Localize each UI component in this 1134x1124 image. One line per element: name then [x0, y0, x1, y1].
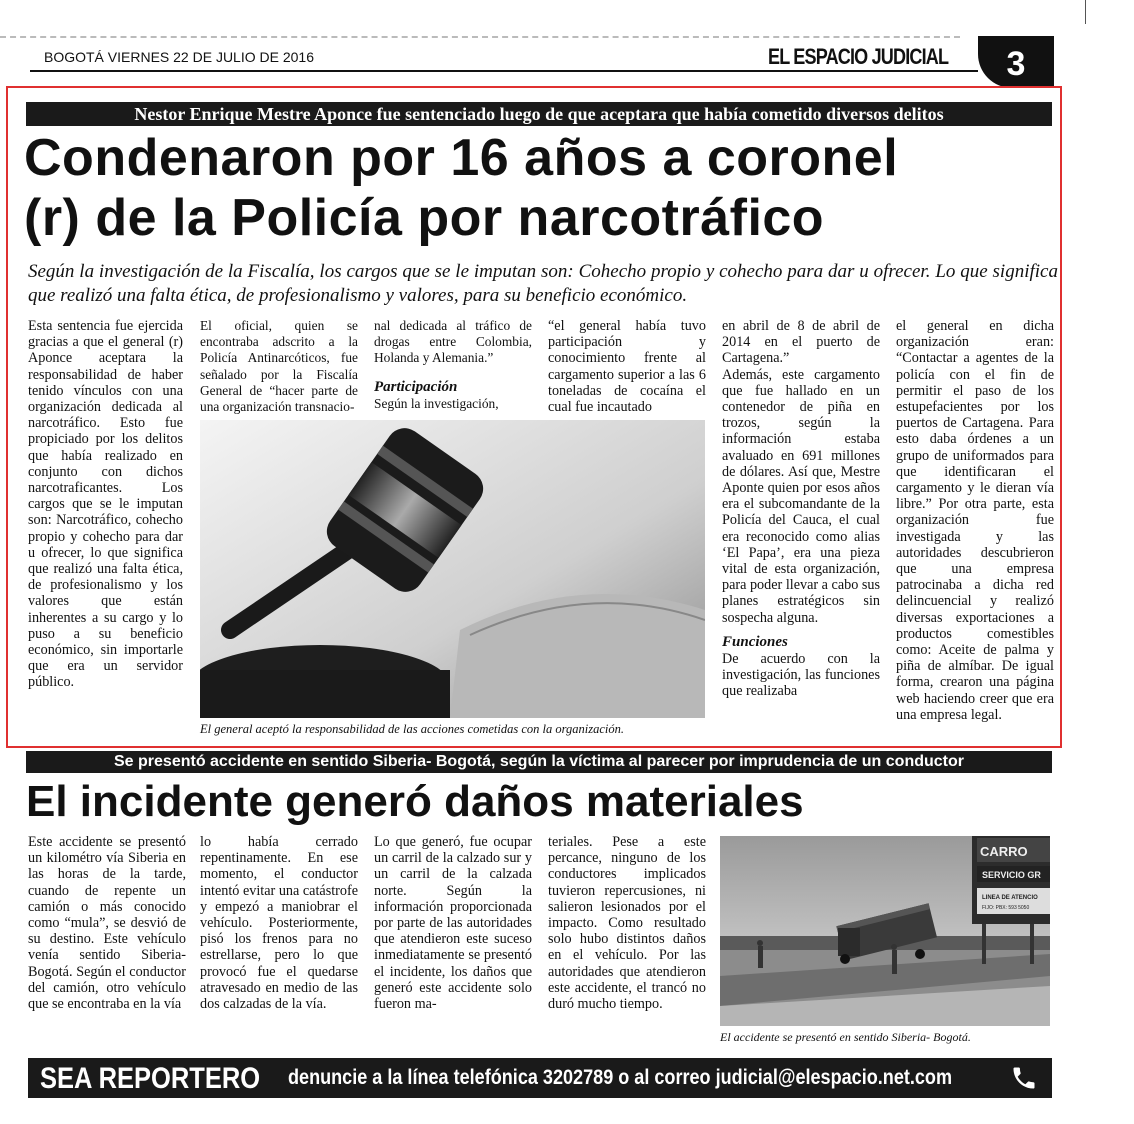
sign-text-phone: FIJO: PBX: 593 5050 — [982, 905, 1030, 911]
article2-headline: El incidente generó daños materiales — [26, 777, 804, 826]
headline-line-1: Condenaron por 16 años a coronel — [24, 129, 899, 187]
sign-text-top: CARRO — [980, 844, 1028, 859]
phone-icon — [1010, 1064, 1038, 1092]
article1-column-3 — [374, 318, 532, 412]
subhead-participacion: Participación — [374, 378, 458, 395]
column-text: nal dedicada al tráfico de drogas entre Colombia, Holanda y Alemania.” — [374, 318, 532, 366]
article1-column-4 — [548, 318, 706, 415]
scan-edge-mark — [1085, 0, 1086, 24]
column-text: Según la investigación, — [374, 395, 499, 411]
sign-text-mid: SERVICIO GR — [982, 870, 1041, 880]
article1-column-6 — [896, 318, 1054, 723]
article1-column-5 — [722, 318, 880, 699]
column-text: El oficial, quien se encontraba adscrito a la Policía Antinarcóticos, fue señalado por la Fiscalía General de “hacer parte de una organización transnacio- — [200, 318, 358, 415]
column-text: el general en dicha organización eran: “Contactar a agentes de la policía con el fin de permitir el paso de los estupefacientes por los puertos de Cartagena. Para esto daba órdenes a un grupo de uniformados para que identificaran el cargamento y le dieran vía libre.” Por otra parte, esta organización fue investigada y las autoridades descubrieron que una empresa patrocinaba a dicha red delincuencial y realizó diversas exportaciones a productos comestibles como: Aceite de palma y piña de almíbar. De igual forma, crearon una página web haciendo creer que era una empresa legal. — [896, 318, 1054, 723]
column-text: Además, este cargamento que fue hallado en un contenedor de piña en trozos, según la información estaba avaluado en 691 millones de dólares. Así que, Mestre Aponte quien por esos años era el subcomandante de la Policía del Cauca, el cual era reconocido como alias ‘El Papa’, era una pieza vital de esta organización, para poder llevar a cabo sus planes estratégicos sin sospecha alguna. — [722, 366, 880, 626]
column-text: De acuerdo con la investigación, las funciones que realizaba — [722, 650, 880, 700]
column-text: teriales. Pese a este percance, ninguno de los conductores implicados tuvieron repercusiones, ni salieron lesionados por el impacto. Como resultado solo hubo distintos daños en el vehículo. Por las autoridades que atendieron este accidente, el trancó no duró mucho tiempo. — [548, 834, 706, 1013]
article1-column-1 — [28, 318, 183, 691]
article1-headline — [24, 128, 1060, 248]
header-date: BOGOTÁ VIERNES 22 DE JULIO DE 2016 — [44, 49, 314, 65]
article2-kicker: Se presentó accidente en sentido Siberia- Bogotá, según la víctima al parecer por imprudencia de un conductor — [26, 751, 1052, 773]
article2-column-3 — [374, 834, 532, 1012]
article2-column-4 — [548, 834, 706, 1012]
article1-kicker: Nestor Enrique Mestre Aponce fue sentenciado luego de que aceptara que había cometido diversos delitos — [26, 102, 1052, 126]
gavel-photo — [200, 420, 705, 718]
column-text: en abril de 8 de abril de 2014 en el puerto de Cartagena.” — [722, 318, 880, 367]
footer-banner — [28, 1058, 1052, 1098]
column-text: lo había cerrado repentinamente. En ese momento, el conductor intentó evitar una catástrofe y empezó a maniobrar el vehículo. Posteriormente, pisó los frenos para no estrellarse, pero lo que provocó fue el quedarse atravesado en medio de las dos calzadas de la vía. — [200, 834, 358, 1013]
header-rule — [30, 70, 978, 72]
article1-column-2 — [200, 318, 358, 415]
headline-line-2: (r) de la Policía por narcotráfico — [24, 189, 825, 247]
column-text: Este accidente se presentó un kilométro vía Siberia en las horas de la tarde, cuando de repente un camión o más conocido como “mula”, se desvió de su destino. Este vehículo venía sentido Siberia-Bogotá. Según el conductor del camión, otro vehículo que se encontraba en la vía — [28, 834, 186, 1013]
column-text: Esta sentencia fue ejercida gracias a que el general (r) Aponce aceptara la responsabilidad de haber tenido vínculos con una organización dedicada al narcotráfico. Esto fue propiciado por los delitos que había realizado en conjunto con dichos narcotraficantes. Los cargos que se le imputan son: Narcotráfico, cohecho propio y cohecho para dar u ofrecer, lo que significa que realizó una falta ética, de profesionalismo y los valores que están inherentes a su cargo y lo puso a su beneficio económico, sin importarle que era un servidor público. — [28, 318, 183, 691]
article2-column-2 — [200, 834, 358, 1012]
subhead-funciones: Funciones — [722, 633, 788, 650]
page-top-dashes — [0, 36, 960, 38]
sign-text-line: LINEA DE ATENCIO — [982, 895, 1038, 901]
gavel-photo-caption: El general aceptó la responsabilidad de las acciones cometidas con la organización. — [200, 722, 625, 736]
column-text: Lo que generó, fue ocupar un carril de la calzado sur y un carril de la calzada norte. Según la información proporcionada por parte de las autoridades que atendieron este suceso inmediatamente se presentó el incidente, los daños que generó este accidente solo fueron ma- — [374, 834, 532, 1013]
publication-name: EL ESPACIO JUDICIAL — [768, 44, 949, 69]
footer-contact-text: denuncie a la línea telefónica 3202789 o al correo judicial@elespacio.net.com — [288, 1066, 953, 1089]
accident-photo — [720, 836, 1050, 1026]
accident-photo-caption: El accidente se presentó en sentido Siberia- Bogotá. — [720, 1030, 971, 1044]
footer-label: SEA REPORTERO — [40, 1062, 261, 1095]
page-number-badge: 3 — [978, 36, 1054, 88]
article1-lead: Según la investigación de la Fiscalía, los cargos que se le imputan son: Cohecho propio y cohecho para dar u ofrecer. Lo que significa que realizó una falta ética, de profesionalismo y valores, para su beneficio económico. — [28, 261, 1058, 306]
article2-column-1 — [28, 834, 186, 1012]
column-text: “el general había tuvo participación y conocimiento frente al cargamento superior a las 6 toneladas de cocaína el cual fue incautado — [548, 318, 706, 416]
